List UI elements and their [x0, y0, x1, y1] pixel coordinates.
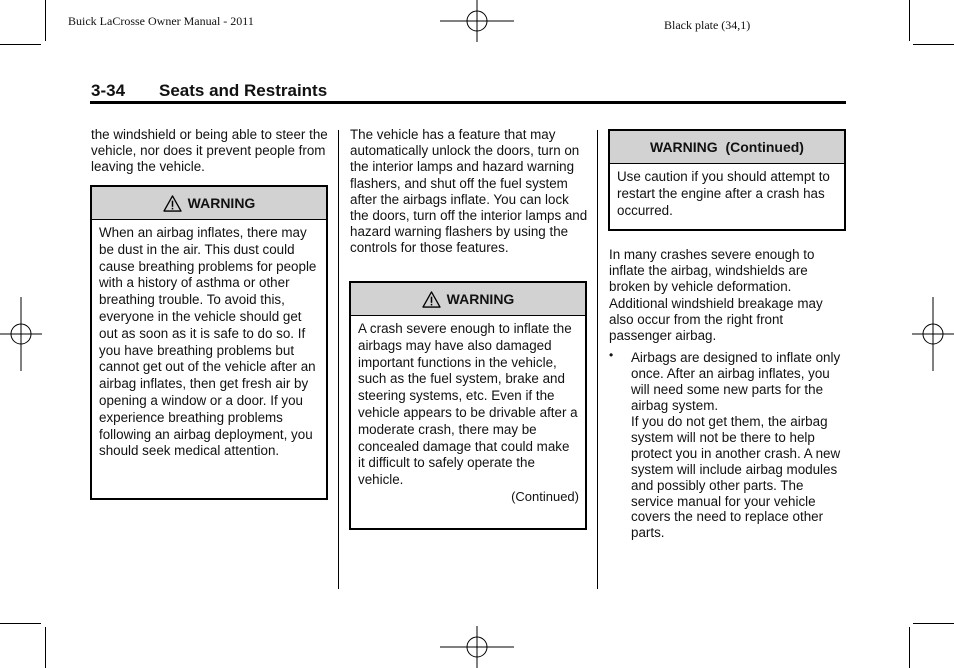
manual-title: Buick LaCrosse Owner Manual - 2011 — [68, 14, 254, 28]
registration-mark-icon — [912, 297, 954, 371]
column1-intro: the windshield or being able to steer the vehicle, nor does it prevent people from leaving the vehicle. — [91, 127, 328, 175]
crop-mark — [913, 44, 954, 45]
warning-title: WARNING — [446, 291, 515, 307]
bullet-continuation: If you do not get them, the airbag system will not be there to help protect you in another crash. A new system will include airbag modules and possibly other parts. The service manual for your vehicle covers the need to replace other parts. — [631, 414, 841, 541]
warning-body: Use caution if you should attempt to restart the engine after a crash has occurred. — [617, 169, 830, 218]
continued-label: (Continued) — [511, 488, 579, 504]
column-divider — [338, 130, 339, 589]
section-heading — [91, 81, 327, 101]
warning-body: A crash severe enough to inflate the airbags may have also damaged important functions in the vehicle, such as the fuel system, brake and steering systems, etc. Even if the vehicle appears to be drivable after a moderate crash, there may be concealed damage that could make it difficult to safely operate the vehicle. — [358, 321, 578, 488]
column3-paragraph: In many crashes severe enough to inflate the airbag, windshields are broken by vehicle deformation. Additional windshield breakage may also occur from the right front passenger airbag. — [609, 247, 823, 344]
warning-header — [92, 187, 326, 220]
heading-rule — [90, 101, 846, 104]
crop-mark — [913, 623, 954, 624]
crop-mark — [0, 623, 41, 624]
crop-mark — [0, 44, 41, 45]
warning-title: WARNING — [187, 195, 256, 211]
section-title: Seats and Restraints — [159, 81, 328, 100]
crop-mark — [45, 0, 46, 41]
crop-mark — [909, 627, 910, 668]
warning-body: When an airbag inflates, there may be dust in the air. This dust could cause breathing problems for people with a history of asthma or other breathing trouble. To avoid this, everyone in the vehicle should get out as soon as it is safe to do so. If you have breathing problems but cannot get out of the vehicle after an airbag inflates, then get fresh air by opening a window or a door. If you experience breathing problems following an airbag deployment, you should seek medical attention. — [99, 225, 317, 459]
registration-mark-icon — [440, 0, 514, 42]
registration-mark-icon — [440, 626, 514, 668]
column2-intro: The vehicle has a feature that may automatically unlock the doors, turn on the interior lamps and hazard warning flashers, and shut off the fuel system after the airbags inflate. You can lock the doors, turn off the interior lamps and hazard warning flashers by using the controls for those features. — [350, 127, 588, 256]
column-divider — [597, 130, 598, 589]
warning-triangle-icon — [163, 195, 182, 212]
warning-header — [351, 283, 585, 316]
warning-title: WARNING (Continued) — [650, 139, 804, 155]
warning-box — [349, 281, 587, 530]
warning-header — [610, 131, 844, 164]
bullet-text: Airbags are designed to inflate only once. After an airbag inflates, you will need some new parts for the airbag system. — [631, 350, 841, 413]
crop-mark — [909, 0, 910, 41]
crop-mark — [45, 627, 46, 668]
bullet-mark: • — [609, 348, 614, 362]
warning-box — [90, 185, 328, 500]
warning-triangle-icon — [422, 291, 441, 308]
page-number: 3-34 — [91, 81, 126, 100]
plate-info: Black plate (34,1) — [664, 18, 751, 32]
registration-mark-icon — [0, 297, 42, 371]
warning-continued-box — [608, 129, 846, 231]
